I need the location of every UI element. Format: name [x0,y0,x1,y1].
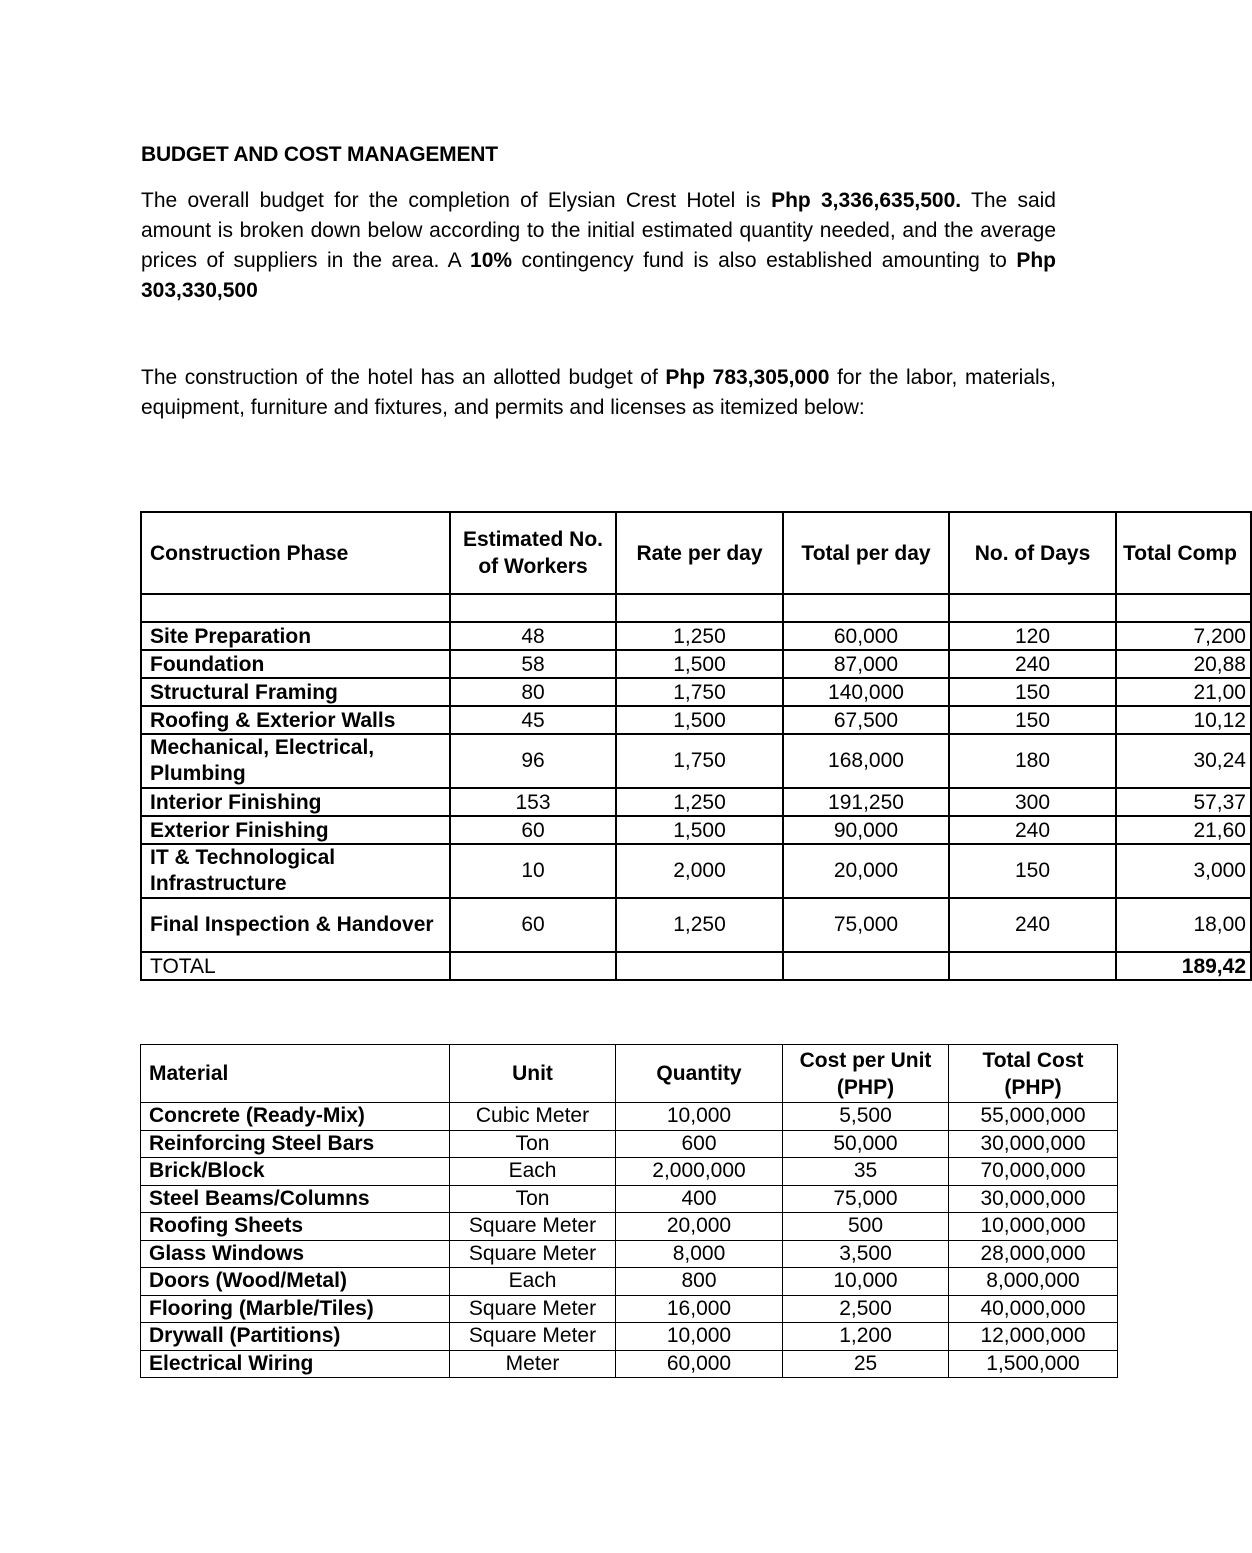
total-comp-cell: 10,12 [1116,706,1251,734]
rate-cell: 1,500 [616,816,783,844]
workers-cell: 96 [450,734,616,788]
unit-cell: Each [450,1158,616,1186]
table-cell [783,594,949,622]
rate-cell: 2,000 [616,844,783,898]
total-comp-cell: 7,200 [1116,622,1251,650]
workers-cell: 60 [450,898,616,952]
workers-cell: 60 [450,816,616,844]
total-row [141,952,1251,980]
unit-cell: Each [450,1268,616,1296]
total-comp-cell: 21,60 [1116,816,1251,844]
column-header: Total Comp [1116,512,1251,594]
material-cell: Reinforcing Steel Bars [141,1130,450,1158]
unit-cell: Square Meter [450,1240,616,1268]
table-row [141,734,1251,788]
total-label: TOTAL [141,952,450,980]
quantity-cell: 8,000 [616,1240,783,1268]
per-day-cell: 60,000 [783,622,949,650]
workers-cell: 58 [450,650,616,678]
column-header: Estimated No. of Workers [450,512,616,594]
rate-cell: 1,250 [616,898,783,952]
total-cost-cell: 40,000,000 [949,1295,1118,1323]
material-cell: Doors (Wood/Metal) [141,1268,450,1296]
construction-text-2: for the labor, materials, equipment, furniture and fixtures, and permits and licenses as itemized below: [141,366,1056,419]
construction-budget-amount: Php 783,305,000 [665,366,830,389]
unit-cell: Cubic Meter [450,1103,616,1131]
overall-budget-amount: Php 3,336,635,500. [771,189,962,212]
unit-cost-cell: 10,000 [783,1268,949,1296]
unit-cost-cell: 5,500 [783,1103,949,1131]
total-comp-cell: 3,000 [1116,844,1251,898]
phase-cell: Site Preparation [141,622,450,650]
phase-cell: Final Inspection & Handover [141,898,450,952]
total-comp-cell: 20,88 [1116,650,1251,678]
quantity-cell: 600 [616,1130,783,1158]
table-cell [1116,594,1251,622]
table-cell [450,952,616,980]
intro-text-1: The overall budget for the completion of Elysian Crest Hotel is [141,189,772,212]
column-header: Cost per Unit (PHP) [783,1045,949,1103]
phase-cell: Interior Finishing [141,788,450,816]
table-row [141,1323,1118,1351]
total-cost-cell: 1,500,000 [949,1350,1118,1378]
total-comp-cell: 21,00 [1116,678,1251,706]
table-row [141,1295,1118,1323]
table-row [141,1185,1118,1213]
days-cell: 150 [949,678,1116,706]
budget-intro-paragraph [141,186,1056,306]
table-row [141,1240,1118,1268]
table-row-blank [141,594,1251,622]
quantity-cell: 20,000 [616,1213,783,1241]
per-day-cell: 90,000 [783,816,949,844]
rate-cell: 1,750 [616,734,783,788]
construction-text-1: The construction of the hotel has an allotted budget of [141,366,666,389]
table-header-row [141,512,1251,594]
total-cost-cell: 30,000,000 [949,1130,1118,1158]
column-header: Total per day [783,512,949,594]
per-day-cell: 75,000 [783,898,949,952]
material-cell: Flooring (Marble/Tiles) [141,1295,450,1323]
days-cell: 300 [949,788,1116,816]
per-day-cell: 87,000 [783,650,949,678]
material-cell: Glass Windows [141,1240,450,1268]
table-row [141,816,1251,844]
table-header-row [141,1045,1118,1103]
unit-cell: Ton [450,1185,616,1213]
quantity-cell: 16,000 [616,1295,783,1323]
unit-cost-cell: 1,200 [783,1323,949,1351]
per-day-cell: 20,000 [783,844,949,898]
workers-cell: 45 [450,706,616,734]
table-row [141,1268,1118,1296]
unit-cell: Square Meter [450,1213,616,1241]
unit-cost-cell: 50,000 [783,1130,949,1158]
table-cell [616,594,783,622]
intro-text-3: contingency fund is also established amounting to [512,249,1017,272]
total-comp-cell: 30,24 [1116,734,1251,788]
quantity-cell: 60,000 [616,1350,783,1378]
column-header: Material [141,1045,450,1103]
unit-cell: Meter [450,1350,616,1378]
table-row [141,898,1251,952]
total-cost-cell: 70,000,000 [949,1158,1118,1186]
table-row [141,1158,1118,1186]
contingency-percent: 10% [470,249,513,272]
rate-cell: 1,500 [616,706,783,734]
total-cost-cell: 28,000,000 [949,1240,1118,1268]
workers-cell: 80 [450,678,616,706]
material-cell: Roofing Sheets [141,1213,450,1241]
total-value: 189,42 [1116,952,1251,980]
column-header: Rate per day [616,512,783,594]
material-cell: Drywall (Partitions) [141,1323,450,1351]
unit-cell: Ton [450,1130,616,1158]
days-cell: 150 [949,844,1116,898]
quantity-cell: 400 [616,1185,783,1213]
unit-cost-cell: 3,500 [783,1240,949,1268]
table-cell [450,594,616,622]
table-cell [949,594,1116,622]
days-cell: 120 [949,622,1116,650]
labor-cost-table [140,511,1252,981]
table-cell [949,952,1116,980]
total-cost-cell: 12,000,000 [949,1323,1118,1351]
table-row [141,678,1251,706]
days-cell: 240 [949,650,1116,678]
quantity-cell: 2,000,000 [616,1158,783,1186]
material-cell: Electrical Wiring [141,1350,450,1378]
column-header: No. of Days [949,512,1116,594]
table-row [141,788,1251,816]
unit-cost-cell: 500 [783,1213,949,1241]
per-day-cell: 140,000 [783,678,949,706]
days-cell: 180 [949,734,1116,788]
unit-cost-cell: 25 [783,1350,949,1378]
quantity-cell: 10,000 [616,1323,783,1351]
days-cell: 240 [949,898,1116,952]
table-row [141,1213,1118,1241]
quantity-cell: 800 [616,1268,783,1296]
table-cell [616,952,783,980]
rate-cell: 1,500 [616,650,783,678]
intro-text-2: The said amount is broken down below according to the initial estimated quantity needed, and the average prices of suppliers in the area. A [141,189,1056,272]
table-row [141,650,1251,678]
per-day-cell: 168,000 [783,734,949,788]
materials-cost-table [140,1044,1118,1378]
total-cost-cell: 8,000,000 [949,1268,1118,1296]
phase-cell: IT & Technological Infrastructure [141,844,450,898]
phase-cell: Foundation [141,650,450,678]
unit-cost-cell: 2,500 [783,1295,949,1323]
table-row [141,1103,1118,1131]
total-comp-cell: 18,00 [1116,898,1251,952]
workers-cell: 10 [450,844,616,898]
table-cell [141,594,450,622]
phase-cell: Structural Framing [141,678,450,706]
column-header: Construction Phase [141,512,450,594]
table-row [141,1350,1118,1378]
unit-cost-cell: 35 [783,1158,949,1186]
days-cell: 150 [949,706,1116,734]
table-row [141,844,1251,898]
quantity-cell: 10,000 [616,1103,783,1131]
rate-cell: 1,250 [616,622,783,650]
material-cell: Brick/Block [141,1158,450,1186]
total-comp-cell: 57,37 [1116,788,1251,816]
workers-cell: 48 [450,622,616,650]
rate-cell: 1,750 [616,678,783,706]
column-header: Total Cost (PHP) [949,1045,1118,1103]
per-day-cell: 67,500 [783,706,949,734]
total-cost-cell: 10,000,000 [949,1213,1118,1241]
workers-cell: 153 [450,788,616,816]
table-row [141,1130,1118,1158]
unit-cost-cell: 75,000 [783,1185,949,1213]
table-row [141,706,1251,734]
phase-cell: Exterior Finishing [141,816,450,844]
construction-paragraph [141,363,1056,423]
material-cell: Steel Beams/Columns [141,1185,450,1213]
total-cost-cell: 55,000,000 [949,1103,1118,1131]
table-row [141,622,1251,650]
section-heading: BUDGET AND COST MANAGEMENT [141,143,498,166]
rate-cell: 1,250 [616,788,783,816]
table-cell [783,952,949,980]
contingency-amount: Php 303,330,500 [141,249,1056,302]
total-cost-cell: 30,000,000 [949,1185,1118,1213]
column-header: Quantity [616,1045,783,1103]
column-header: Unit [450,1045,616,1103]
unit-cell: Square Meter [450,1323,616,1351]
phase-cell: Mechanical, Electrical, Plumbing [141,734,450,788]
days-cell: 240 [949,816,1116,844]
unit-cell: Square Meter [450,1295,616,1323]
per-day-cell: 191,250 [783,788,949,816]
phase-cell: Roofing & Exterior Walls [141,706,450,734]
material-cell: Concrete (Ready-Mix) [141,1103,450,1131]
